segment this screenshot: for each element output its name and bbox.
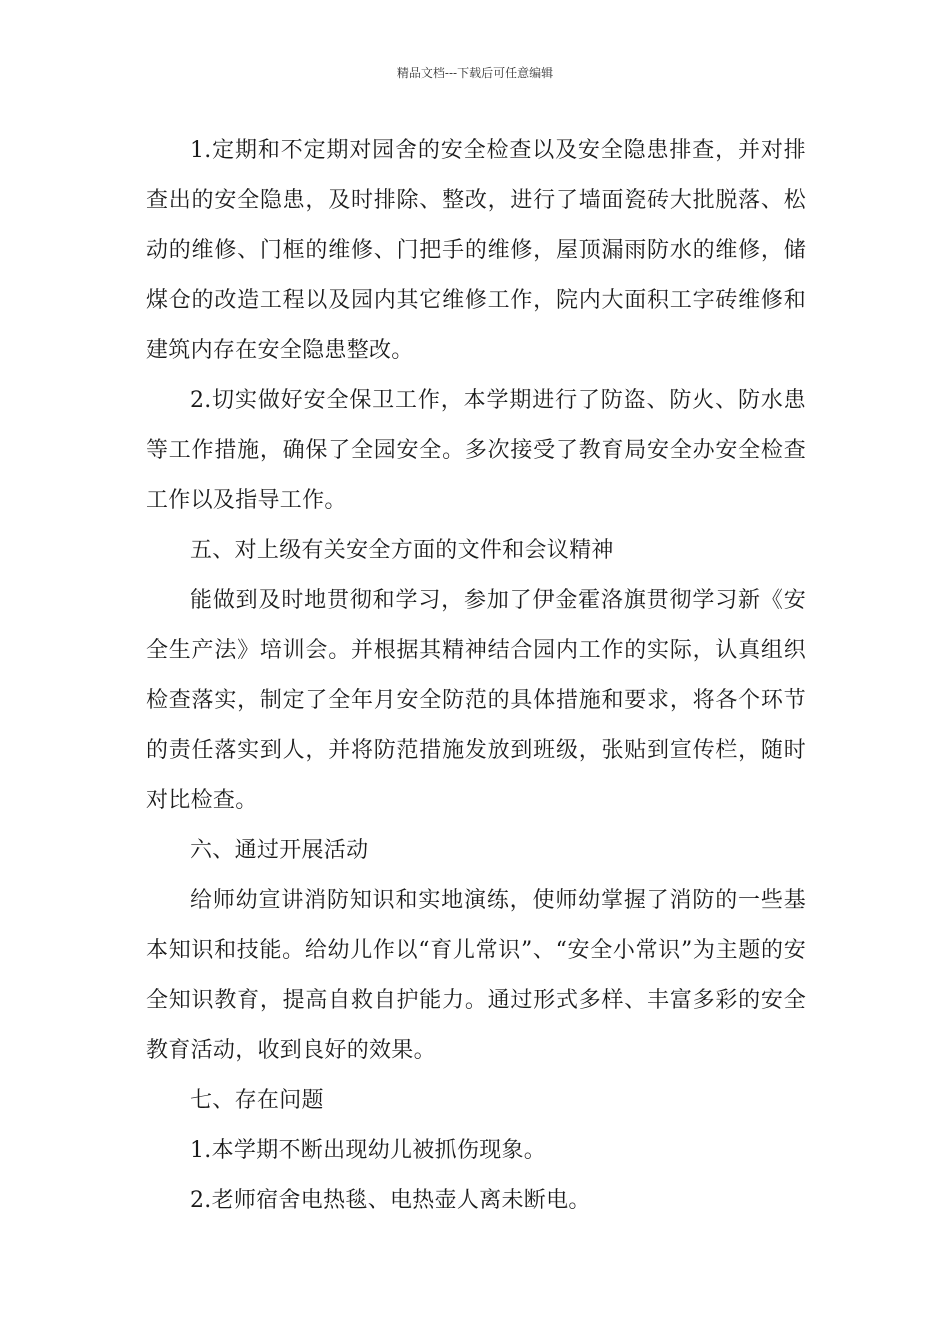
page-header: 精品文档---下载后可任意编辑 xyxy=(396,66,554,80)
paragraph-security: 2.切实做好安全保卫工作，本学期进行了防盗、防火、防水患等工作措施，确保了全园安全。多次接受了教育局安全办安全检查工作以及指导工作。 xyxy=(146,388,806,513)
paragraph-maintenance: 1.定期和不定期对园舍的安全检查以及安全隐患排查，并对排查出的安全隐患，及时排除、整改，进行了墙面瓷砖大批脱落、松动的维修、门框的维修、门把手的维修，屋顶漏雨防水的维修，储煤仓的改造工程以及园内其它维修工作，院内大面积工字砖维修和建筑内存在安全隐患整改。 xyxy=(146,138,806,363)
section-heading-5: 五、对上级有关安全方面的文件和会议精神 xyxy=(190,538,614,563)
problem-item-1: 1.本学期不断出现幼儿被抓伤现象。 xyxy=(190,1138,547,1163)
paragraph-implementation: 能做到及时地贯彻和学习，参加了伊金霍洛旗贯彻学习新《安全生产法》培训会。并根据其精神结合园内工作的实际，认真组织检查落实，制定了全年月安全防范的具体措施和要求，将各个环节的责任落实到人，并将防范措施发放到班级，张贴到宣传栏，随时对比检查。 xyxy=(146,588,806,813)
section-heading-7: 七、存在问题 xyxy=(190,1088,324,1113)
document-body xyxy=(146,126,806,1226)
paragraph-activities: 给师幼宣讲消防知识和实地演练，使师幼掌握了消防的一些基本知识和技能。给幼儿作以“育儿常识”、“安全小常识”为主题的安全知识教育，提高自救自护能力。通过形式多样、丰富多彩的安全教育活动，收到良好的效果。 xyxy=(146,888,806,1063)
problem-item-2: 2.老师宿舍电热毯、电热壶人离未断电。 xyxy=(190,1188,591,1213)
section-heading-6: 六、通过开展活动 xyxy=(190,838,369,863)
